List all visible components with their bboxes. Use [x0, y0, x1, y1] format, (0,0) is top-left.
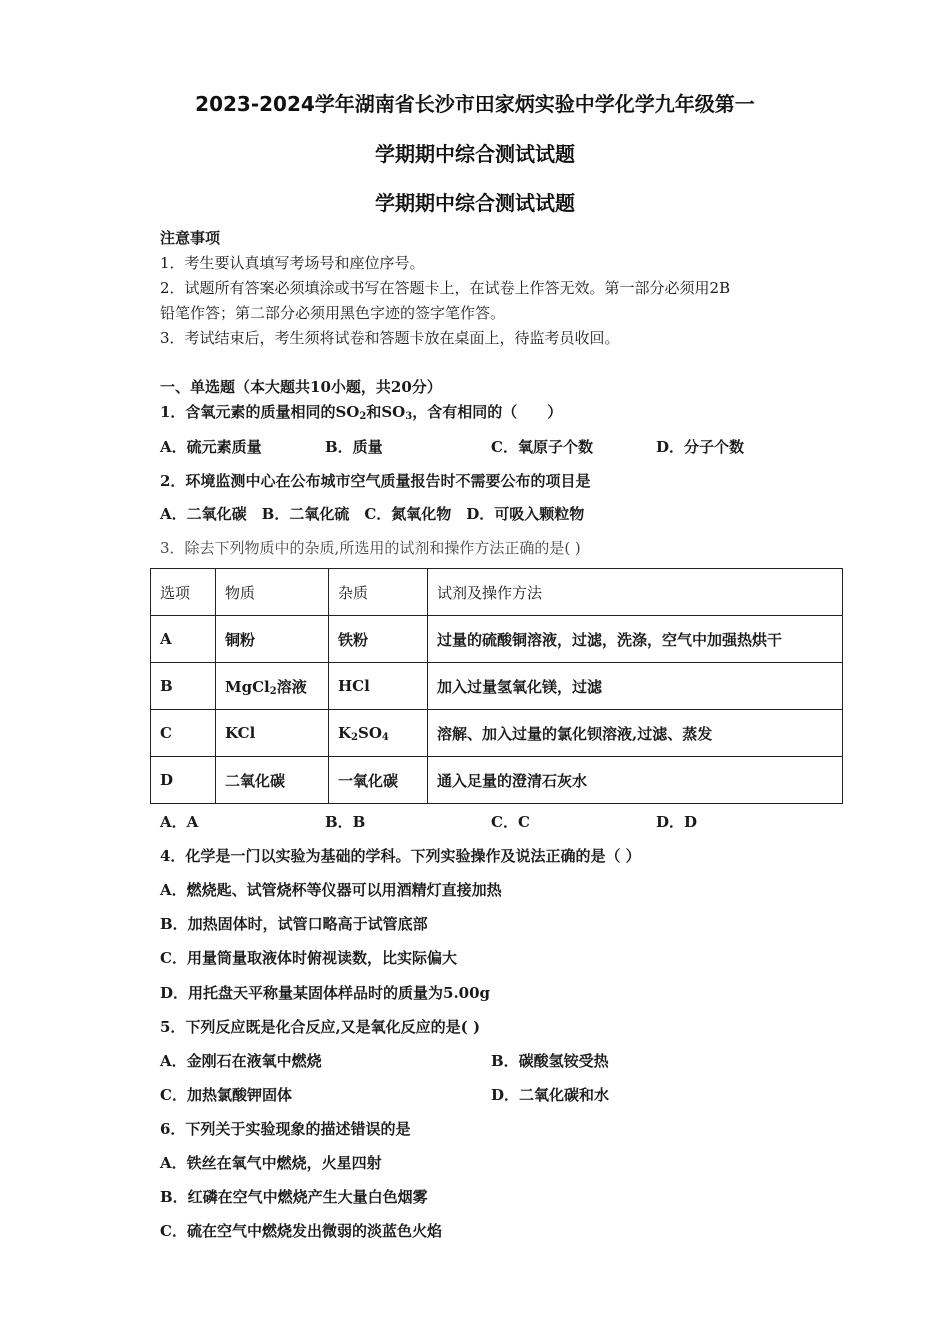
table-cell: $K_2SO_4$	[329, 710, 428, 757]
exam-title-line-3: 学期期中综合测试试题	[375, 191, 575, 215]
q5-option-d: D．二氧化碳和水	[491, 1086, 610, 1104]
q5-option-c: C．加热氯酸钾固体	[160, 1086, 292, 1104]
table-row	[151, 616, 843, 663]
table-cell: MgCl$_2$溶液	[216, 663, 329, 710]
q1-option-c: C．氧原子个数	[491, 438, 593, 456]
table-cell: D	[151, 757, 216, 804]
q5-stem: 5．下列反应既是化合反应,又是氧化反应的是( )	[160, 1018, 481, 1036]
q4-option-c: C．用量筒量取液体时俯视读数，比实际偏大	[160, 949, 457, 967]
q4-option-a: A．燃烧匙、试管烧杯等仪器可以用酒精灯直接加热	[160, 881, 502, 899]
notice-item-2b: 铅笔作答；第二部分必须用黑色字迹的签字笔作答。	[160, 304, 506, 322]
q6-stem: 6．下列关于实验现象的描述错误的是	[160, 1120, 411, 1138]
q2-options: A．二氧化碳 B．二氧化硫 C．氮氧化物 D．可吸入颗粒物	[160, 505, 585, 523]
q3-option-a: A．A	[160, 813, 199, 831]
table-cell: 过量的硫酸铜溶液，过滤，洗涤，空气中加强热烘干	[428, 616, 843, 663]
q4-option-b: B．加热固体时，试管口略高于试管底部	[160, 915, 428, 933]
q1-stem: 1．含氧元素的质量相同的$SO_2$和$SO_3$，含有相同的（ ）	[160, 403, 563, 422]
q5-option-b: B．碳酸氢铵受热	[491, 1052, 609, 1070]
q4-option-d: D．用托盘天平称量某固体样品时的质量为5.00g	[160, 984, 491, 1002]
q5-option-a: A．金刚石在液氧中燃烧	[160, 1052, 322, 1070]
table-cell: 通入足量的澄清石灰水	[428, 757, 843, 804]
q1-option-b: B．质量	[325, 438, 383, 456]
q6-option-c: C．硫在空气中燃烧发出微弱的淡蓝色火焰	[160, 1222, 442, 1240]
table-row	[151, 710, 843, 757]
notice-item-3: 3．考试结束后，考生须将试卷和答题卡放在桌面上，待监考员收回。	[160, 329, 620, 347]
table-cell: 二氧化碳	[216, 757, 329, 804]
q2-stem: 2．环境监测中心在公布城市空气质量报告时不需要公布的项目是	[160, 472, 591, 490]
table-cell: 加入过量氢氧化镁，过滤	[428, 663, 843, 710]
q3-stem: 3．除去下列物质中的杂质,所选用的试剂和操作方法正确的是( )	[160, 539, 581, 557]
q6-option-b: B．红磷在空气中燃烧产生大量白色烟雾	[160, 1188, 428, 1206]
table-row	[151, 757, 843, 804]
table-header-cell: 试剂及操作方法	[428, 569, 843, 616]
table-row	[151, 663, 843, 710]
table-cell: B	[151, 663, 216, 710]
q1-option-d: D．分子个数	[656, 438, 745, 456]
q3-option-b: B．B	[325, 813, 366, 831]
q6-option-a: A．铁丝在氧气中燃烧，火星四射	[160, 1154, 382, 1172]
table-header-cell: 物质	[216, 569, 329, 616]
table-header-row	[151, 569, 843, 616]
notice-item-2a: 2．试题所有答案必须填涂或书写在答题卡上，在试卷上作答无效。第一部分必须用2B	[160, 279, 731, 297]
exam-title-line-1: 2023-2024学年湖南省长沙市田家炳实验中学化学九年级第一	[195, 92, 755, 116]
q3-table	[150, 568, 843, 804]
table-cell: 溶解、加入过量的氯化钡溶液,过滤、蒸发	[428, 710, 843, 757]
table-cell: C	[151, 710, 216, 757]
table-header-cell: 选项	[151, 569, 216, 616]
exam-title-line-2: 学期期中综合测试试题	[375, 142, 575, 166]
section-heading: 一、单选题（本大题共10小题，共20分）	[160, 378, 442, 396]
table-cell: 铜粉	[216, 616, 329, 663]
notice-heading: 注意事项	[160, 229, 221, 247]
table-cell: 铁粉	[329, 616, 428, 663]
q4-stem: 4．化学是一门以实验为基础的学科。下列实验操作及说法正确的是（ ）	[160, 847, 641, 865]
q3-option-c: C．C	[491, 813, 530, 831]
q3-option-d: D．D	[656, 813, 698, 831]
table-cell: KCl	[216, 710, 329, 757]
table-cell: A	[151, 616, 216, 663]
q1-option-a: A．硫元素质量	[160, 438, 262, 456]
table-header-cell: 杂质	[329, 569, 428, 616]
table-cell: 一氧化碳	[329, 757, 428, 804]
table-cell: HCl	[329, 663, 428, 710]
notice-item-1: 1．考生要认真填写考场号和座位序号。	[160, 254, 425, 272]
